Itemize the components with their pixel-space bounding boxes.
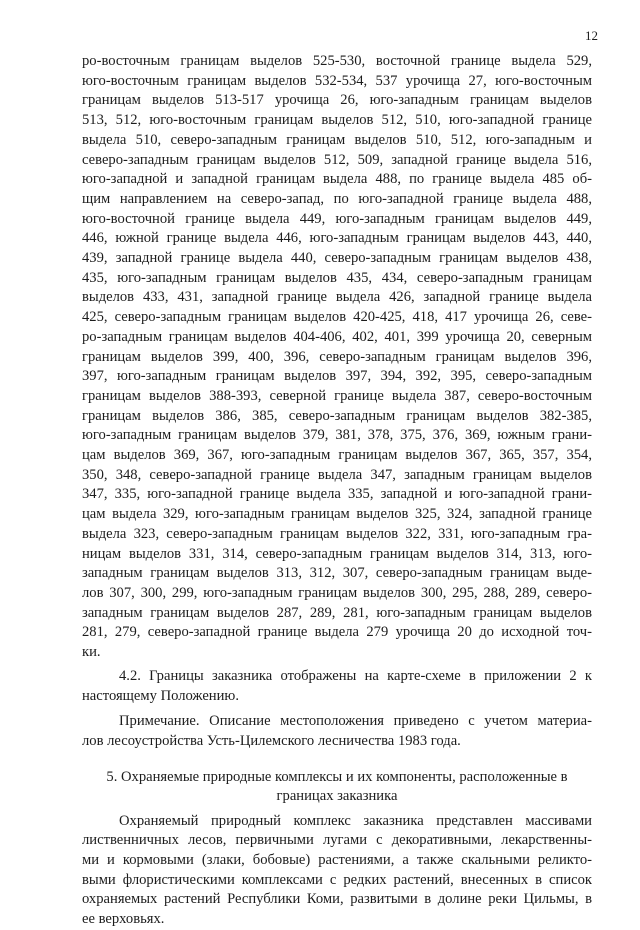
text-line: выми флористическими комплексами с редких растений, внесенных в список	[82, 871, 592, 888]
text-line: 425, северо-западным границам выделов 420-425, 418, 417 урочища 26, севе-	[82, 309, 592, 326]
text-line: 281, 279, северо-западной границе выдела 279 урочища 20 до исходной точ-	[82, 624, 592, 641]
text-line: лов 307, 300, 299, юго-западным границам выделов 300, 295, 288, 289, северо-	[82, 584, 592, 601]
text-line: 397, юго-западным границам выделов 397, 394, 392, 395, северо-западным	[82, 368, 592, 385]
text-line: 4.2. Границы заказника отображены на карте-схеме в приложении 2 к	[119, 667, 592, 684]
text-line: границам выделов 513-517 урочища 26, юго-западным границам выделов	[82, 92, 592, 109]
text-line: лов лесоустройства Усть-Цилемского лесничества 1983 года.	[82, 732, 461, 749]
text-line: выдела 323, северо-западным границам выделов 322, 331, юго-западным гра-	[82, 525, 592, 542]
document-body	[82, 52, 592, 930]
text-line: щим направлением на северо-запад, по юго-западной границе выдела 488,	[82, 190, 592, 207]
text-line: юго-восточным границам выделов 532-534, 537 урочища 27, юго-восточным	[82, 72, 592, 89]
text-line: выдела 510, северо-западным границам выделов 510, 512, юго-западным и	[82, 131, 592, 148]
text-line: северо-западным границам выделов 512, 509, западной границе выдела 516,	[82, 151, 592, 168]
text-line: настоящему Положению.	[82, 687, 239, 704]
text-line: 513, 512, юго-восточным границам выделов 512, 510, юго-западной границе	[82, 112, 592, 129]
text-line: лиственничных лесов, первичными лугами с декоративными, лекарственны-	[82, 832, 592, 849]
text-line: Примечание. Описание местоположения приведено с учетом материа-	[119, 713, 592, 730]
text-line: западным границам выделов 287, 289, 281, юго-западным границам выделов	[82, 604, 592, 621]
text-line: 5. Охраняемые природные комплексы и их компоненты, расположенные в	[106, 768, 568, 785]
text-line: юго-западной и западной границам выдела 488, по границе выдела 485 об-	[82, 171, 592, 188]
section-5-heading	[82, 768, 592, 806]
text-line: ницам выделов 331, 314, северо-западным границам выделов 314, 313, юго-	[82, 545, 592, 562]
text-line: 439, западной границе выдела 440, северо-западным границам выделов 438,	[82, 250, 592, 267]
section-4-2-paragraph	[82, 667, 592, 706]
text-line: цам выдела 329, юго-западным границам выделов 325, 324, западной границе	[82, 506, 592, 523]
text-line: границам выделов 399, 400, 396, северо-западным границам выделов 396,	[82, 348, 592, 365]
text-line: Охраняемый природный комплекс заказника представлен массивами	[119, 812, 592, 829]
text-line: 350, 348, северо-западной границе выдела 347, западным границам выделов	[82, 466, 592, 483]
note-paragraph	[82, 712, 592, 751]
text-line: ки.	[82, 644, 101, 661]
text-line: выделов 433, 431, западной границе выдела 426, западной границе выдела	[82, 289, 592, 306]
text-line: границам выделов 386, 385, северо-западным границам выделов 382-385,	[82, 407, 592, 424]
text-line: охраняемых растений Республики Коми, развитыми в долине реки Цильмы, в	[82, 891, 592, 908]
text-line: юго-восточной границе выдела 449, юго-западным границам выделов 449,	[82, 210, 592, 227]
text-line: ро-западным границам выделов 404-406, 402, 401, 399 урочища 20, северным	[82, 328, 592, 345]
text-line: ее верховьях.	[82, 911, 165, 928]
text-line: ро-восточным границам выделов 525-530, восточной границе выдела 529,	[82, 53, 592, 69]
text-line: цам выделов 369, 367, юго-западным границам выделов 367, 365, 357, 354,	[82, 447, 592, 464]
section-5-paragraph	[82, 812, 592, 930]
text-line: ми и кормовыми (злаки, бобовые) растениями, а также скальными реликто-	[82, 852, 592, 869]
text-line: 435, юго-западным границам выделов 435, 434, северо-западным границам	[82, 269, 592, 286]
boundary-description-paragraph	[82, 52, 592, 663]
page-number: 12	[585, 28, 598, 43]
text-line: западным границам выделов 313, 312, 307, северо-западным границам выде-	[82, 565, 592, 582]
text-line: юго-западным границам выделов 379, 381, 378, 375, 376, 369, южным грани-	[82, 427, 592, 444]
text-line: 347, 335, юго-западной границе выдела 335, западной и юго-западной грани-	[82, 486, 592, 503]
text-line: 446, южной границе выдела 446, юго-западным границам выделов 443, 440,	[82, 230, 592, 247]
text-line: границам выделов 388-393, северной границе выдела 387, северо-восточным	[82, 387, 592, 404]
text-line: границах заказника	[276, 787, 398, 804]
